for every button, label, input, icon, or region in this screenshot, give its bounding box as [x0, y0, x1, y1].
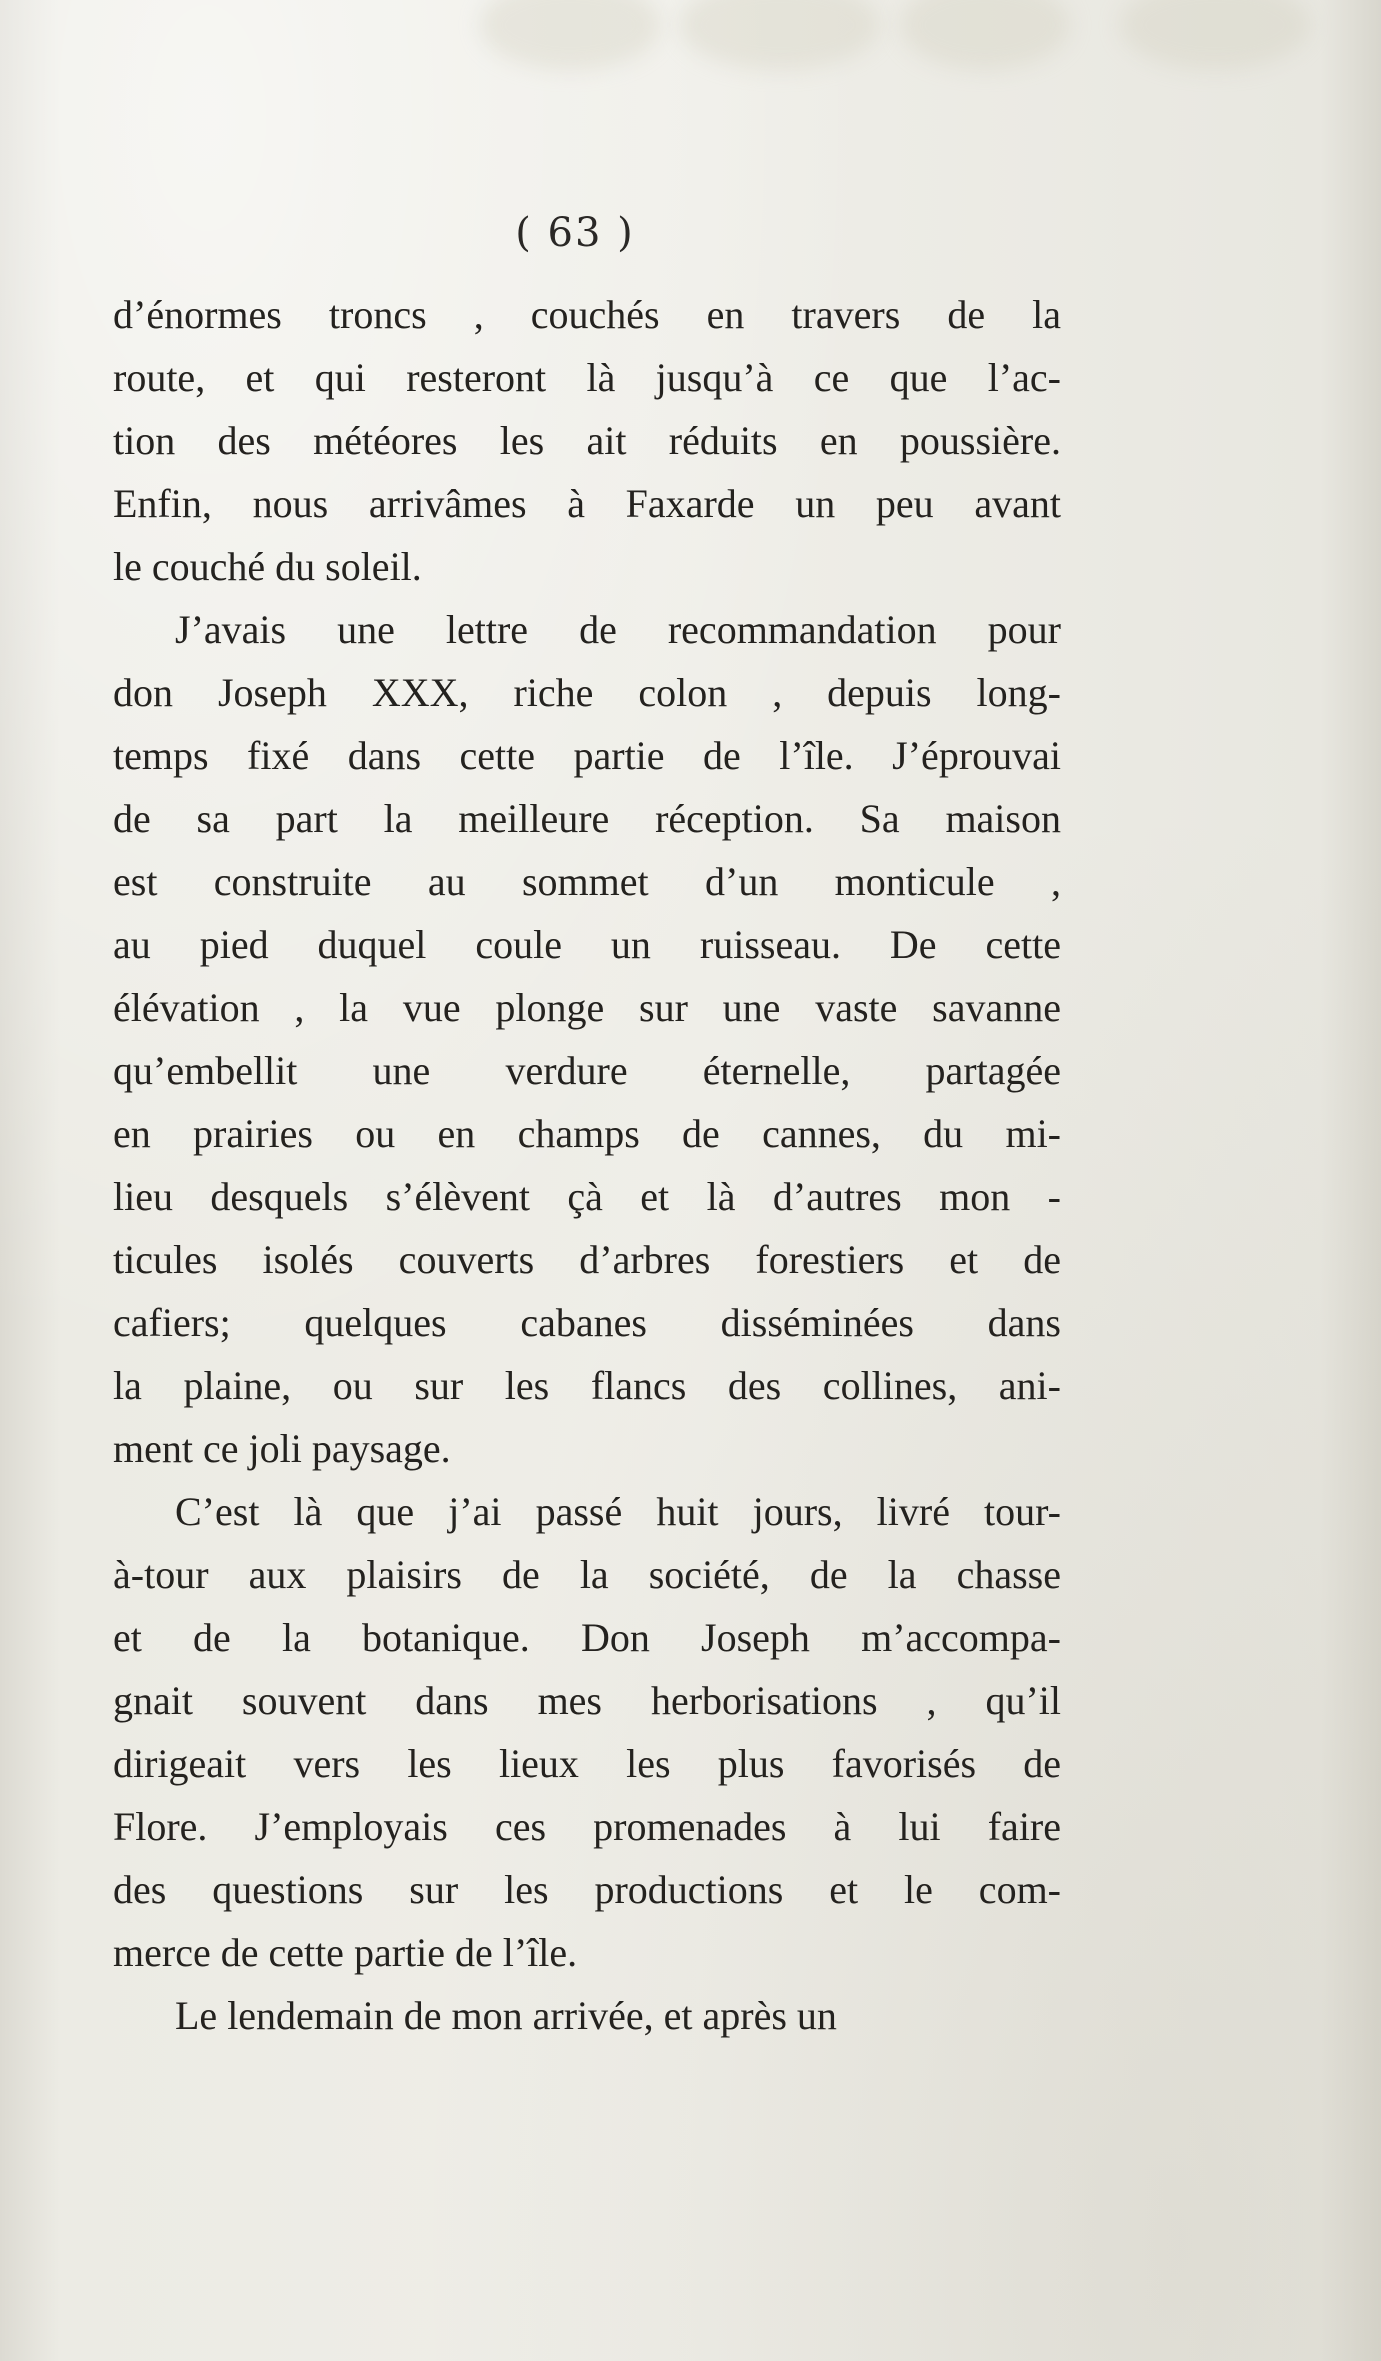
text-line: et de la botanique. Don Joseph m’accompa-: [113, 1615, 1061, 1660]
text-line: des questions sur les productions et le com-: [113, 1867, 1061, 1912]
text-line: la plaine, ou sur les flancs des collines, ani-: [113, 1363, 1061, 1408]
text-line: J’avais une lettre de recommandation pour: [175, 607, 1061, 652]
paragraph: [113, 1480, 1061, 1984]
paragraph: [113, 598, 1061, 1480]
text-line: en prairies ou en champs de cannes, du mi-: [113, 1111, 1061, 1156]
text-line: d’énormes troncs , couchés en travers de la: [113, 292, 1061, 337]
text-line: Enfin, nous arrivâmes à Faxarde un peu avant: [113, 481, 1061, 526]
text-line: élévation , la vue plonge sur une vaste savanne: [113, 985, 1061, 1030]
paragraph: [113, 1984, 1061, 2047]
text-line: lieu desquels s’élèvent çà et là d’autres mon -: [113, 1174, 1061, 1219]
text-line: cafiers; quelques cabanes disséminées dans: [113, 1300, 1061, 1345]
text-line: route, et qui resteront là jusqu’à ce que l’ac-: [113, 355, 1061, 400]
text-line: Le lendemain de mon arrivée, et après un: [175, 1993, 837, 2038]
text-line: tion des météores les ait réduits en poussière.: [113, 418, 1061, 463]
text-line: au pied duquel coule un ruisseau. De cette: [113, 922, 1061, 967]
text-line: le couché du soleil.: [113, 544, 422, 589]
text-line: don Joseph XXX, riche colon , depuis long-: [113, 670, 1061, 715]
text-line: C’est là que j’ai passé huit jours, livré tour-: [175, 1489, 1061, 1534]
paper-stain: [900, 0, 1070, 70]
paper-stain: [480, 0, 660, 70]
paper-stain: [1120, 0, 1310, 70]
page-number: ( 63 ): [515, 210, 635, 256]
paper-stain: [680, 0, 880, 70]
text-line: de sa part la meilleure réception. Sa maison: [113, 796, 1061, 841]
body-text: [113, 283, 1061, 2047]
text-line: qu’embellit une verdure éternelle, partagée: [113, 1048, 1061, 1093]
paragraph: [113, 283, 1061, 598]
text-line: gnait souvent dans mes herborisations , qu’il: [113, 1678, 1061, 1723]
text-line: temps fixé dans cette partie de l’île. J’éprouvai: [113, 733, 1061, 778]
text-line: Flore. J’employais ces promenades à lui faire: [113, 1804, 1061, 1849]
text-line: ment ce joli paysage.: [113, 1426, 451, 1471]
text-line: dirigeait vers les lieux les plus favorisés de: [113, 1741, 1061, 1786]
text-line: ticules isolés couverts d’arbres forestiers et de: [113, 1237, 1061, 1282]
text-line: à-tour aux plaisirs de la société, de la chasse: [113, 1552, 1061, 1597]
text-line: est construite au sommet d’un monticule ,: [113, 859, 1061, 904]
text-line: merce de cette partie de l’île.: [113, 1930, 578, 1975]
